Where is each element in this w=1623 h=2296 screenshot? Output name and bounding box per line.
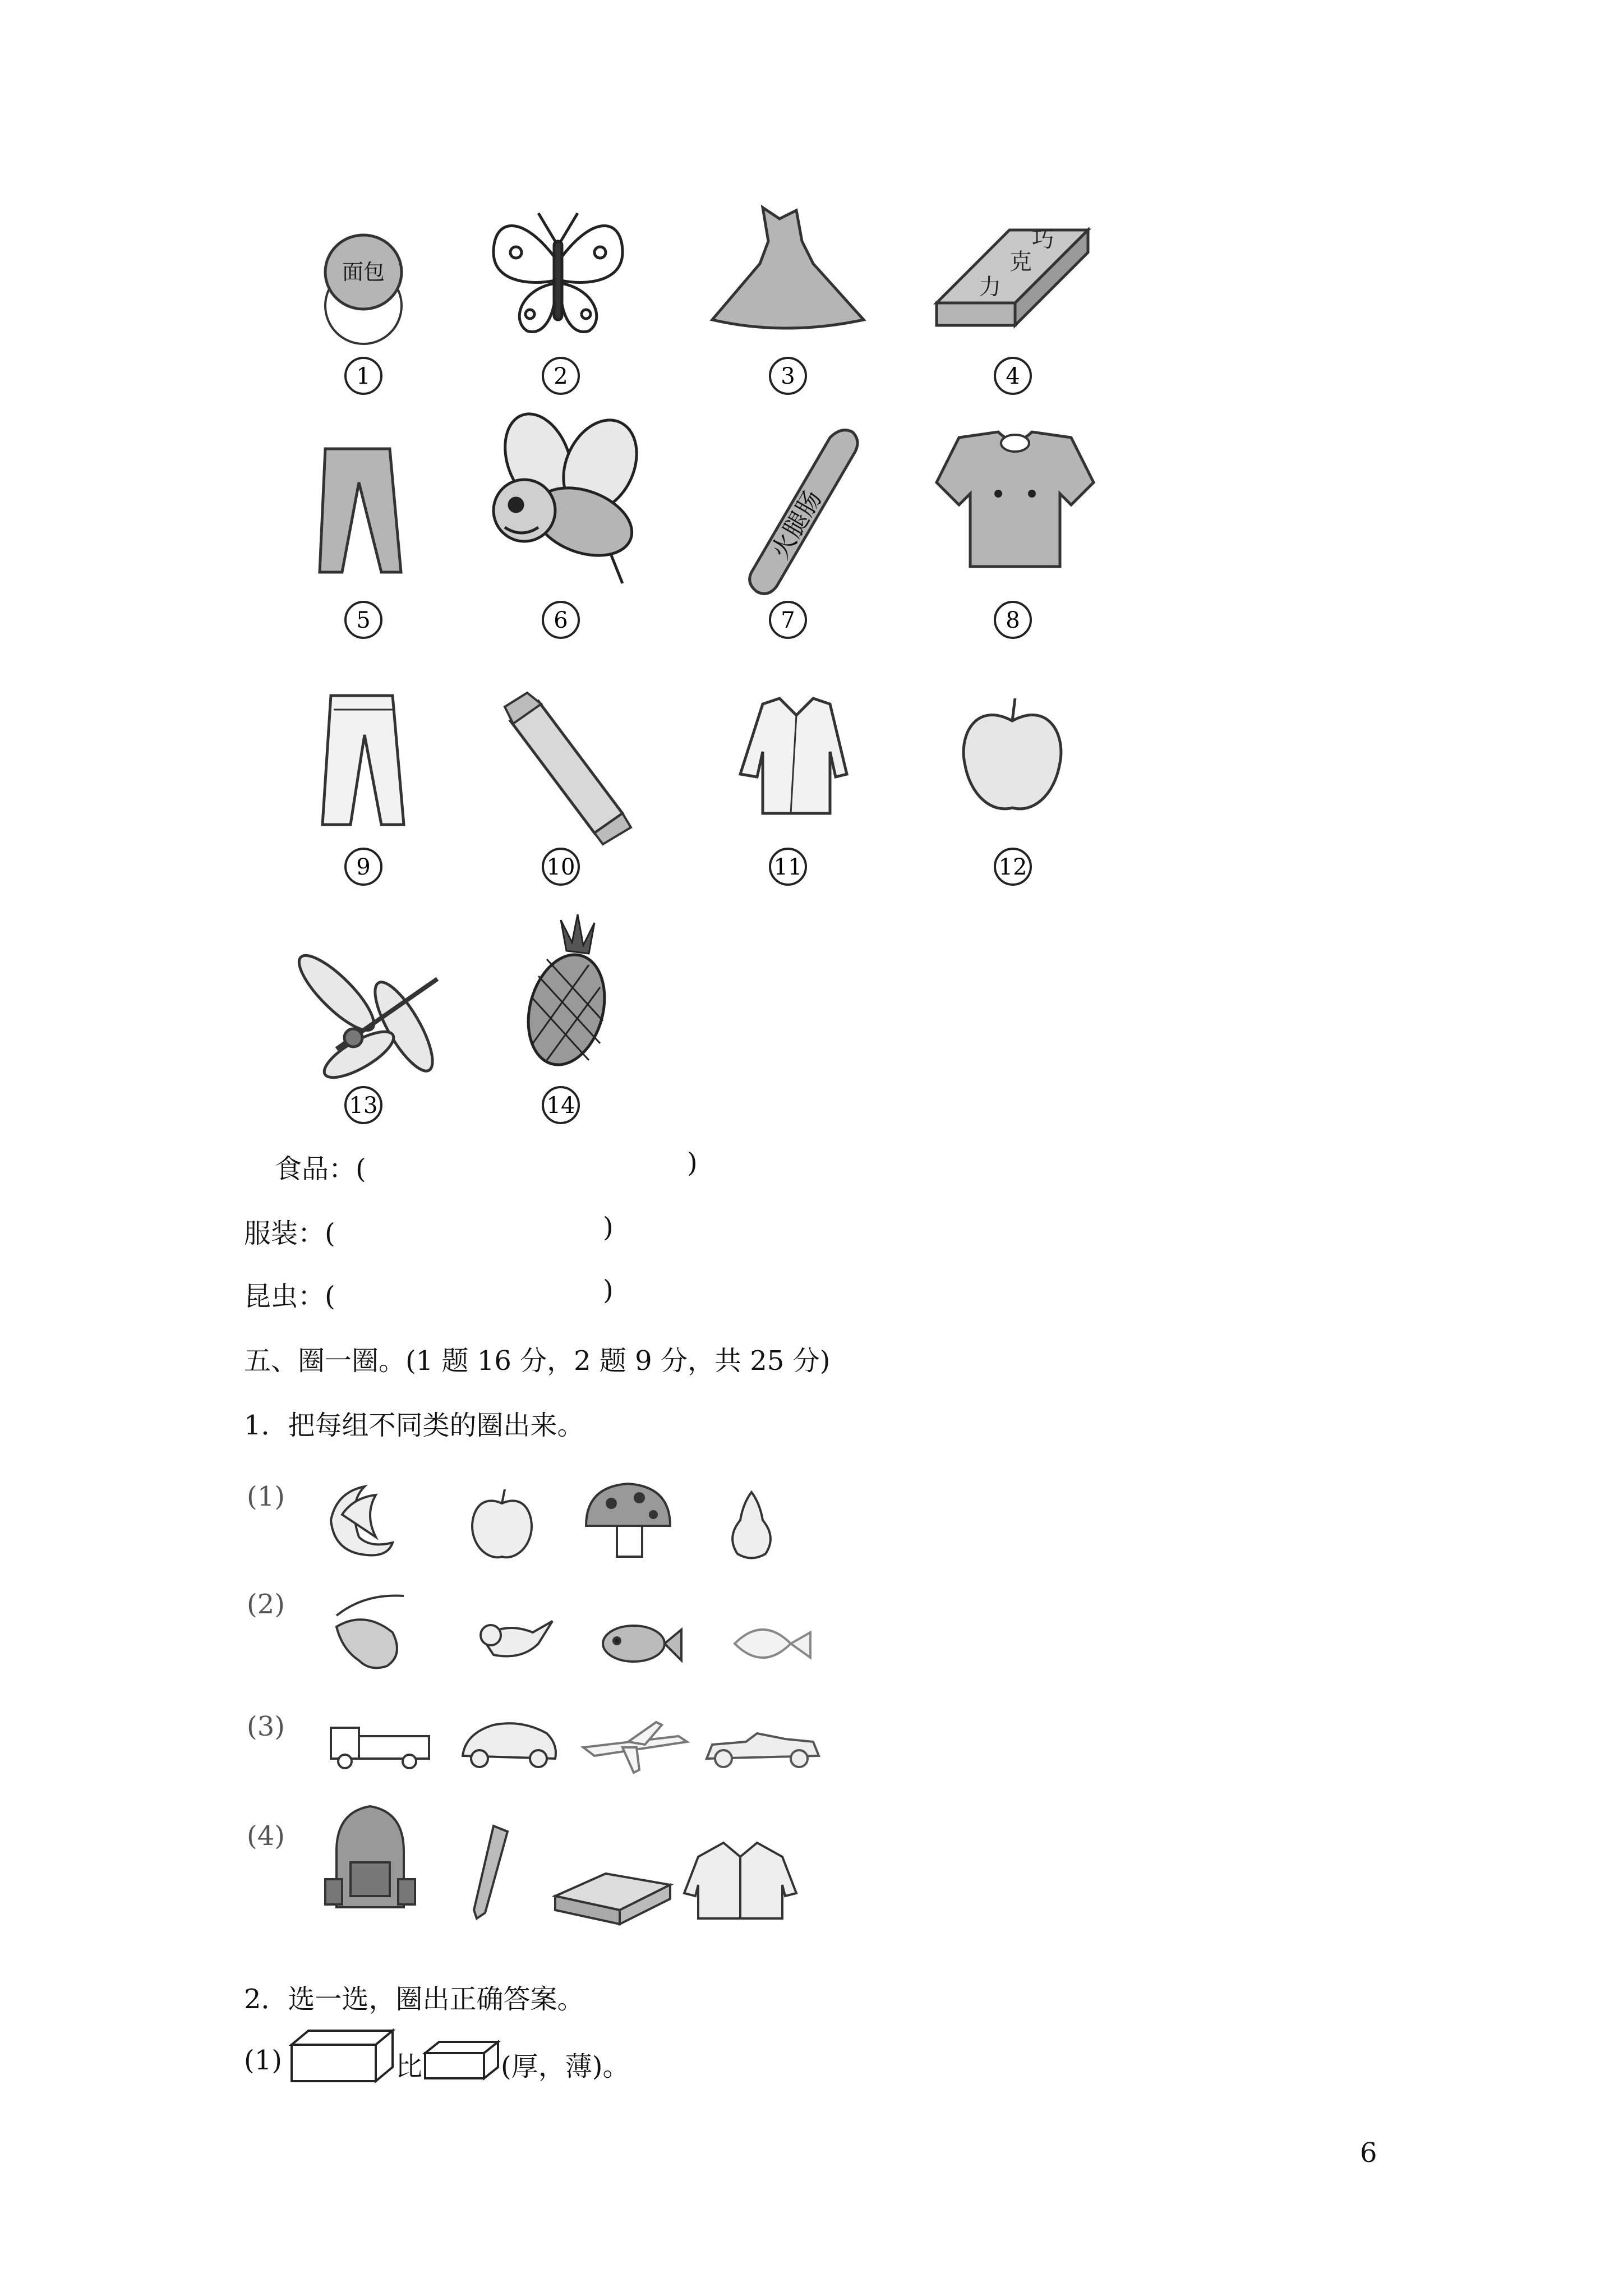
category-food xyxy=(275,1147,366,1186)
bread-icon xyxy=(325,235,402,344)
bread-label: 面包 xyxy=(342,260,385,284)
category-food-label: 食品：( xyxy=(275,1153,366,1185)
group-3-label: (3) xyxy=(247,1711,285,1742)
category-clothing xyxy=(244,1212,335,1250)
item-number: 11 xyxy=(773,854,803,880)
item-number: 10 xyxy=(546,854,575,880)
number-row-1 xyxy=(345,358,1031,394)
jeans-icon xyxy=(322,696,404,825)
car-icon xyxy=(463,1723,556,1767)
q2-1-options: (厚，薄)。 xyxy=(501,2051,630,2082)
item-number: 13 xyxy=(349,1093,378,1119)
number-row-2 xyxy=(345,602,1031,638)
shrimp-icon xyxy=(336,1595,404,1668)
number-row-3 xyxy=(345,849,1031,885)
item-number: 8 xyxy=(1006,608,1020,633)
section-5-heading: 五、圈一圈。(1 题 16 分，2 题 9 分，共 25 分) xyxy=(244,1345,831,1377)
pencil-box-icon xyxy=(555,1874,670,1924)
airplane-icon xyxy=(583,1722,687,1773)
trousers-icon xyxy=(320,449,401,572)
item-number: 14 xyxy=(546,1093,575,1119)
candy-icon xyxy=(505,693,631,844)
group-4-label: (4) xyxy=(247,1820,285,1852)
category-clothing-label: 服装：( xyxy=(244,1218,335,1249)
q2-1-prefix: (1) xyxy=(244,2045,282,2076)
jacket-icon xyxy=(740,698,847,813)
category-clothing-close: ) xyxy=(603,1212,614,1243)
pineapple-icon xyxy=(517,914,616,1073)
thin-box-icon xyxy=(422,2039,501,2084)
question-2-text: 2．选一选，圈出正确答案。 xyxy=(244,1984,584,2015)
picture-grid xyxy=(0,168,1623,1324)
chocolate-label-1: 巧 xyxy=(1032,227,1054,252)
group-1-label: (1) xyxy=(247,1481,285,1512)
q2-1-compare: 比 xyxy=(395,2051,423,2082)
apple-icon xyxy=(963,698,1061,809)
circle-groups xyxy=(0,1470,1623,1930)
dress-icon xyxy=(712,208,864,328)
pen-icon xyxy=(474,1826,508,1918)
number-row-4 xyxy=(345,1087,579,1123)
page-number: 6 xyxy=(1360,2137,1377,2169)
chocolate-icon xyxy=(937,227,1088,325)
chocolate-label-2: 克 xyxy=(1009,249,1032,275)
category-food-close: ) xyxy=(687,1147,698,1179)
item-number: 7 xyxy=(781,608,795,633)
truck-icon xyxy=(331,1728,429,1768)
group-2-label: (2) xyxy=(247,1589,285,1620)
sausage-label: 火腿肠 xyxy=(766,485,828,564)
item-number: 3 xyxy=(781,364,795,389)
fish-icon xyxy=(603,1626,681,1662)
jacket-icon xyxy=(684,1843,796,1918)
bird-icon xyxy=(481,1621,552,1657)
chocolate-label-3: 力 xyxy=(979,274,1001,300)
apple-icon xyxy=(472,1489,532,1557)
item-number: 4 xyxy=(1006,364,1020,389)
category-insects xyxy=(244,1274,335,1313)
sausage-icon xyxy=(750,430,857,594)
butterfly-icon xyxy=(494,213,623,332)
item-number: 12 xyxy=(998,854,1027,880)
item-number: 6 xyxy=(554,608,568,633)
item-number: 9 xyxy=(356,854,371,880)
question-1-text: 1．把每组不同类的圈出来。 xyxy=(244,1410,584,1441)
coat-icon xyxy=(937,432,1094,567)
backpack-icon xyxy=(325,1806,415,1907)
banana-icon xyxy=(331,1487,393,1556)
mushroom-icon xyxy=(586,1484,670,1557)
race-car-icon xyxy=(707,1733,819,1767)
item-number: 2 xyxy=(554,364,568,389)
pear-icon xyxy=(732,1492,771,1558)
bee-icon xyxy=(493,404,651,583)
item-number: 5 xyxy=(356,608,371,633)
dragonfly-icon xyxy=(290,946,443,1086)
item-number: 1 xyxy=(356,364,371,389)
category-insects-label: 昆虫：( xyxy=(244,1281,335,1312)
category-insects-close: ) xyxy=(603,1274,614,1306)
flatfish-icon xyxy=(735,1630,810,1658)
thick-box-icon xyxy=(289,2028,395,2084)
